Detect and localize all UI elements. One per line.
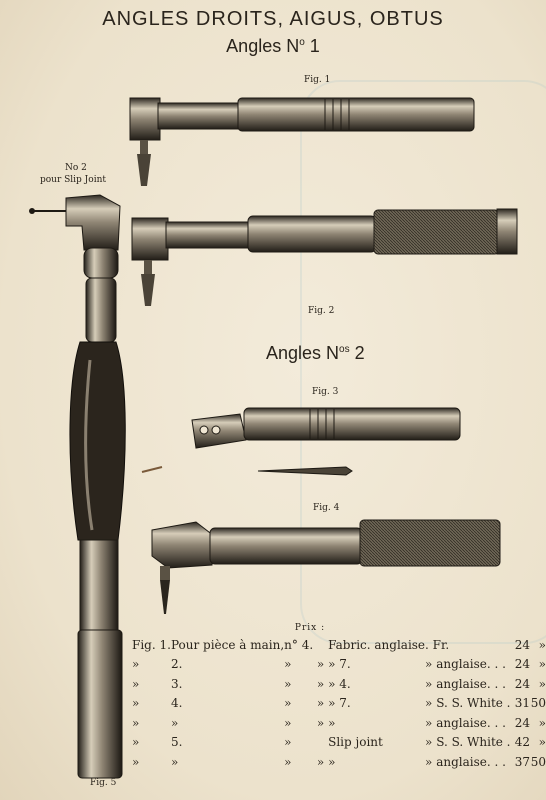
price-cell: » <box>132 657 140 672</box>
price-cell: . Fr. <box>425 637 450 652</box>
price-cell: » 7. <box>328 696 351 711</box>
price-cell: » S. S. White . <box>425 696 511 711</box>
price-cell: » <box>170 754 179 769</box>
price-row <box>132 713 546 733</box>
section-title-angles-1: Angles $N^o$ 1 <box>226 36 320 56</box>
price-cell: » <box>132 676 140 691</box>
price-cell: » <box>538 657 546 672</box>
price-cell: » <box>316 696 325 711</box>
price-cell: » <box>284 754 292 769</box>
price-row <box>132 674 546 694</box>
price-cell: » <box>316 754 325 769</box>
price-cell: Pour pièce à main, <box>170 637 285 652</box>
fig-left-caption: Fig. 5 <box>90 778 117 788</box>
price-cell: » <box>316 676 325 691</box>
no2-caption: No 2 <box>65 163 87 173</box>
price-cell: 24 <box>514 657 531 672</box>
price-cell: » <box>284 657 292 672</box>
price-cell: 4. <box>170 696 183 711</box>
price-cell <box>317 635 328 655</box>
slip-joint-caption: pour Slip Joint <box>40 175 107 185</box>
fig2-handpiece-angle <box>132 209 517 306</box>
price-cell: » <box>132 715 140 730</box>
price-cell: » 4. <box>328 676 351 691</box>
price-cell: Fig. 1. <box>132 637 171 652</box>
price-cell: 2. <box>170 657 183 672</box>
price-row <box>132 752 546 772</box>
price-cell: 3. <box>170 676 183 691</box>
price-heading: Prix : <box>294 623 326 633</box>
price-cell: » S. S. White . <box>425 735 511 750</box>
section-title-angles-2: Angles $N^{os}$ 2 <box>266 343 365 363</box>
price-cell: » anglaise. . . <box>425 715 506 730</box>
price-cell: 5. <box>170 735 183 750</box>
price-row <box>132 655 546 675</box>
price-cell: » <box>316 657 325 672</box>
price-cell: » <box>538 637 546 652</box>
price-cell: Slip joint <box>328 735 383 750</box>
price-cell: 31 <box>514 696 531 711</box>
price-cell: » <box>170 715 179 730</box>
price-cell: Fabric. anglaise <box>328 637 426 652</box>
page-title: ANGLES DROITS, AIGUS, OBTUS <box>102 8 444 30</box>
price-cell: 50 <box>530 696 546 711</box>
price-row <box>132 635 546 655</box>
price-cell: » <box>284 676 292 691</box>
price-cell: » <box>284 696 292 711</box>
price-cell: » <box>132 754 140 769</box>
fig3-handpiece-angle <box>192 408 460 475</box>
price-row <box>132 694 546 714</box>
price-cell: n° 4. <box>284 637 314 652</box>
fig2-caption: Fig. 2 <box>308 306 335 316</box>
price-cell: » anglaise. . . <box>425 676 506 691</box>
price-cell: » <box>132 735 140 750</box>
price-cell: 24 <box>514 676 531 691</box>
fig1-caption: Fig. 1 <box>304 75 331 85</box>
price-cell: » <box>538 676 546 691</box>
fig4-handpiece-angle <box>152 520 500 614</box>
price-cell: 50 <box>530 754 546 769</box>
price-cell: » <box>538 735 546 750</box>
price-cell: » <box>284 715 292 730</box>
price-table <box>132 635 546 772</box>
price-cell: 24 <box>514 715 531 730</box>
price-cell: 37 <box>514 754 531 769</box>
price-cell: » anglaise. . . <box>425 657 506 672</box>
price-cell: 24 <box>514 637 531 652</box>
price-cell: » <box>316 715 325 730</box>
price-cell: » <box>328 754 336 769</box>
price-cell: » <box>328 715 336 730</box>
fig1-handpiece-angle <box>130 98 474 186</box>
price-row <box>132 733 546 753</box>
price-cell: 42 <box>514 735 531 750</box>
fig4-caption: Fig. 4 <box>313 503 340 513</box>
price-cell <box>317 733 328 753</box>
price-cell: » <box>538 715 546 730</box>
price-cell: » anglaise. . . <box>425 754 506 769</box>
price-cell: » <box>284 735 292 750</box>
price-cell: » 7. <box>328 657 351 672</box>
slip-joint-handpiece <box>29 195 125 778</box>
price-cell: » <box>132 696 140 711</box>
fig3-caption: Fig. 3 <box>312 387 339 397</box>
